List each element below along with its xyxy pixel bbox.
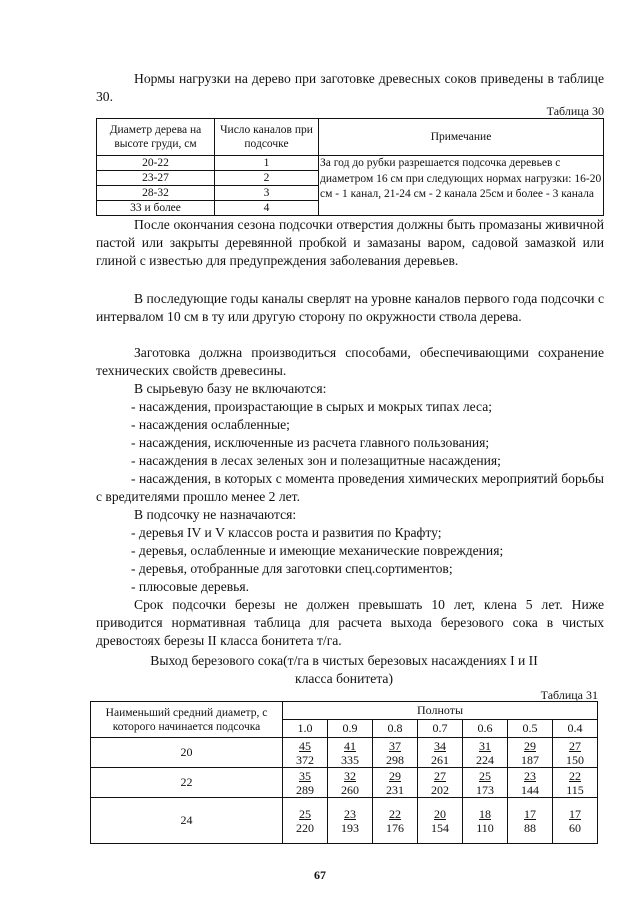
- list2-item: - плюсовые деревья.: [131, 579, 250, 594]
- t31-cell: 22 176: [373, 798, 418, 844]
- t31-cell: 17 88: [508, 798, 553, 844]
- t31-cell: 25 173: [463, 768, 508, 798]
- t31-cell: 37 298: [373, 738, 418, 768]
- list1-item: - насаждения, исключенные из расчета главного пользования;: [131, 435, 490, 450]
- list2-item: - деревья, отобранные для заготовки спец.сортиментов;: [131, 561, 453, 576]
- t31-cell: 41 335: [328, 738, 373, 768]
- table-row: [91, 738, 598, 768]
- paragraph-4: Срок подсочки березы не должен превышать 10 лет, клена 5 лет. Ниже приводится нормативная таблица для расчета выхода березового сока в чистых древостоях березы II класса бонитета т/га.: [96, 597, 604, 648]
- t31-density: 0.5: [508, 720, 553, 738]
- list1-title: В сырьевую базу не включаются:: [134, 381, 327, 396]
- list1-item: - насаждения, в которых с момента проведения химических мероприятий борьбы с вредителями прошло менее 2 лет.: [96, 471, 604, 504]
- list1-item: - насаждения в лесах зеленых зон и полезащитные насаждения;: [131, 453, 501, 468]
- list2-title: В подсочку не назначаются:: [134, 507, 297, 522]
- t30-diameter: 20-22: [97, 156, 215, 171]
- t30-diameter: 33 и более: [97, 201, 215, 216]
- table31: [90, 701, 598, 844]
- t31-cell: 22 115: [553, 768, 598, 798]
- list1-item: - насаждения ослабленные;: [131, 417, 290, 432]
- t31-density: 0.6: [463, 720, 508, 738]
- t30-channels: 4: [215, 201, 319, 216]
- t31-row-diameter: 24: [91, 798, 283, 844]
- t31-cell: 25 220: [283, 798, 328, 844]
- paragraph-2: В последующие годы каналы сверлят на уровне каналов первого года подсочки с интервалом 10 см в ту или другую сторону по окружности ствола дерева.: [96, 291, 604, 324]
- t31-cell: 29 187: [508, 738, 553, 768]
- t30-diameter: 23-27: [97, 171, 215, 186]
- table31-caption: Таблица 31: [540, 688, 598, 702]
- intro-paragraph: Нормы нагрузки на дерево при заготовке древесных соков приведены в таблице 30.: [96, 71, 604, 104]
- t31-density: 0.9: [328, 720, 373, 738]
- list2-item: - деревья, ослабленные и имеющие механические повреждения;: [131, 543, 504, 558]
- t31-cell: 23 144: [508, 768, 553, 798]
- t31-cell: 35 289: [283, 768, 328, 798]
- table-row: [91, 768, 598, 798]
- t31-header-diameter: Наименьший средний диаметр, с которого начинается подсочка: [91, 702, 283, 738]
- paragraph-3: Заготовка должна производиться способами, обеспечивающими сохранение технических свойств древесины.: [96, 345, 604, 378]
- t30-header-channels: Число каналов при подсочке: [215, 119, 319, 156]
- table30: [96, 118, 604, 216]
- t31-cell: 27 150: [553, 738, 598, 768]
- list1-item: - насаждения, произрастающие в сырых и мокрых типах леса;: [131, 399, 493, 414]
- t30-channels: 1: [215, 156, 319, 171]
- t31-cell: 18 110: [463, 798, 508, 844]
- table30-caption: Таблица 30: [546, 104, 604, 118]
- t31-density: 0.4: [553, 720, 598, 738]
- t30-diameter: 28-32: [97, 186, 215, 201]
- t30-note: За год до рубки разрешается подсочка деревьев с диаметром 16 см при следующих нормах нагрузки: 16-20 см - 1 канал, 21-24 см - 2 канала 25см и более - 3 канала: [319, 156, 604, 216]
- t31-cell: 20 154: [418, 798, 463, 844]
- t31-cell: 29 231: [373, 768, 418, 798]
- t31-row-diameter: 20: [91, 738, 283, 768]
- t31-cell: 32 260: [328, 768, 373, 798]
- t31-cell: 23 193: [328, 798, 373, 844]
- list2-item: - деревья IV и V классов роста и развития по Крафту;: [131, 525, 442, 540]
- t30-channels: 2: [215, 171, 319, 186]
- t31-density: 0.7: [418, 720, 463, 738]
- t31-header-density-group: Полноты: [283, 702, 598, 720]
- t30-header-diameter: Диаметр дерева на высоте груди, см: [97, 119, 215, 156]
- t31-cell: 45 372: [283, 738, 328, 768]
- t31-cell: 31 224: [463, 738, 508, 768]
- t31-cell: 34 261: [418, 738, 463, 768]
- t31-density: 0.8: [373, 720, 418, 738]
- t31-cell: 17 60: [553, 798, 598, 844]
- paragraph-1: После окончания сезона подсочки отверстия должны быть промазаны живичной пастой или закрыты деревянной пробкой и замазаны варом, садовой замазкой или глиной с известью для предупреждения заболевания деревьев.: [96, 217, 604, 268]
- t31-row-diameter: 22: [91, 768, 283, 798]
- page-number: 67: [314, 868, 326, 882]
- table-row: [91, 798, 598, 844]
- table31-title: Выход березового сока(т/га в чистых березовых насаждениях I и II класса бонитета): [150, 653, 538, 686]
- t30-header-note: Примечание: [319, 119, 604, 156]
- t31-cell: 27 202: [418, 768, 463, 798]
- t30-channels: 3: [215, 186, 319, 201]
- t31-density: 1.0: [283, 720, 328, 738]
